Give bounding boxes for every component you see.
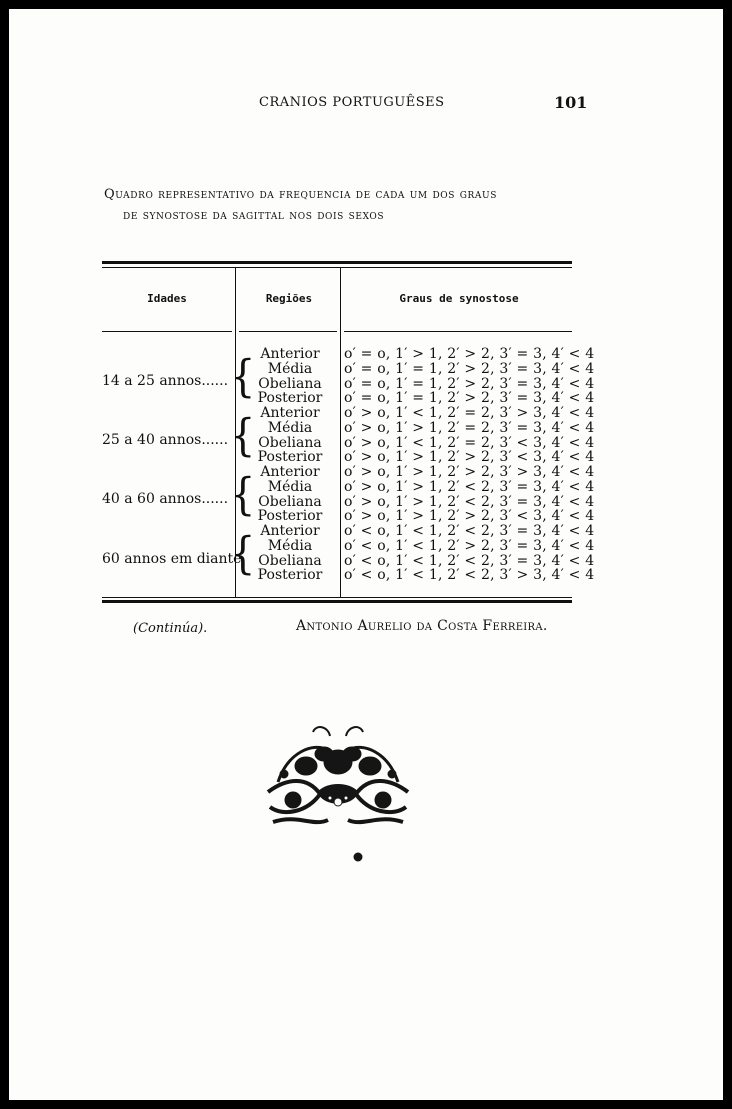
region-label: Anterior bbox=[260, 346, 320, 362]
header-bottom-rule-3 bbox=[344, 331, 572, 332]
continua-note: (Continúa). bbox=[133, 621, 208, 636]
age-group-label: 25 a 40 annos...... bbox=[102, 432, 229, 448]
synostosis-formula: o′ > o, 1′ > 1, 2′ > 2, 3′ < 3, 4′ < 4 bbox=[344, 508, 595, 524]
column-divider-2 bbox=[340, 268, 341, 598]
table-bottom-rule-thin bbox=[102, 597, 572, 598]
synostosis-formula: o′ < o, 1′ < 1, 2′ < 2, 3′ = 3, 4′ < 4 bbox=[344, 523, 595, 539]
synostosis-formula: o′ > o, 1′ < 1, 2′ = 2, 3′ < 3, 4′ < 4 bbox=[344, 435, 595, 451]
region-label: Média bbox=[267, 479, 313, 495]
region-label: Anterior bbox=[260, 464, 320, 480]
region-label: Média bbox=[267, 361, 313, 377]
table-top-rule-thick bbox=[102, 261, 572, 264]
group-brace: { bbox=[230, 351, 256, 403]
region-label: Posterior bbox=[257, 390, 323, 406]
synostosis-formula: o′ > o, 1′ < 1, 2′ = 2, 3′ > 3, 4′ < 4 bbox=[344, 405, 595, 421]
synostosis-formula: o′ = o, 1′ = 1, 2′ > 2, 3′ = 3, 4′ < 4 bbox=[344, 390, 595, 406]
synostosis-formula: o′ > o, 1′ > 1, 2′ = 2, 3′ = 3, 4′ < 4 bbox=[344, 420, 595, 436]
synostosis-formula: o′ < o, 1′ < 1, 2′ < 2, 3′ > 3, 4′ < 4 bbox=[344, 567, 595, 583]
column-header-idades: Idades bbox=[147, 292, 187, 305]
column-header-regioes: Regiões bbox=[265, 292, 313, 305]
header-bottom-rule-1 bbox=[102, 331, 232, 332]
region-label: Obeliana bbox=[258, 553, 322, 569]
group-brace: { bbox=[230, 528, 256, 580]
page-number: 101 bbox=[554, 93, 588, 112]
column-header-graus: Graus de synostose bbox=[399, 292, 519, 305]
region-label: Média bbox=[267, 538, 313, 554]
age-group-label: 14 a 25 annos...... bbox=[102, 373, 229, 389]
table-top-rule-thin bbox=[102, 267, 572, 268]
table-caption-text-2: de synostose da sagittal nos dois sexos bbox=[123, 208, 385, 223]
region-label: Obeliana bbox=[258, 494, 322, 510]
synostosis-formula: o′ > o, 1′ > 1, 2′ < 2, 3′ = 3, 4′ < 4 bbox=[344, 494, 595, 510]
synostosis-formula: o′ = o, 1′ = 1, 2′ > 2, 3′ = 3, 4′ < 4 bbox=[344, 361, 595, 377]
page bbox=[9, 9, 723, 1100]
region-label: Anterior bbox=[260, 405, 320, 421]
region-label: Posterior bbox=[257, 567, 323, 583]
age-group-label: 60 annos em diante. bbox=[102, 551, 246, 567]
age-group-label: 40 a 60 annos...... bbox=[102, 491, 229, 507]
region-label: Anterior bbox=[260, 523, 320, 539]
region-label: Obeliana bbox=[258, 376, 322, 392]
region-label: Posterior bbox=[257, 508, 323, 524]
synostosis-formula: o′ > o, 1′ > 1, 2′ > 2, 3′ > 3, 4′ < 4 bbox=[344, 464, 595, 480]
header-bottom-rule-2 bbox=[239, 331, 337, 332]
floral-ornament-icon bbox=[258, 722, 418, 862]
synostosis-formula: o′ < o, 1′ < 1, 2′ < 2, 3′ = 3, 4′ < 4 bbox=[344, 553, 595, 569]
synostosis-formula: o′ > o, 1′ > 1, 2′ < 2, 3′ = 3, 4′ < 4 bbox=[344, 479, 595, 495]
table-caption-line-2 bbox=[123, 208, 384, 223]
region-label: Posterior bbox=[257, 449, 323, 465]
synostosis-formula: o′ < o, 1′ < 1, 2′ > 2, 3′ = 3, 4′ < 4 bbox=[344, 538, 595, 554]
running-title: CRANIOS PORTUGUÊSES bbox=[259, 95, 445, 110]
author-signature: Antonio Aurelio da Costa Ferreira. bbox=[296, 618, 548, 634]
table-caption-text-1: Quadro representativo da frequencia de cada um dos graus bbox=[104, 187, 497, 202]
synostosis-formula: o′ > o, 1′ > 1, 2′ > 2, 3′ < 3, 4′ < 4 bbox=[344, 449, 595, 465]
group-brace: { bbox=[230, 410, 256, 462]
group-brace: { bbox=[230, 469, 256, 521]
synostosis-formula: o′ = o, 1′ = 1, 2′ > 2, 3′ = 3, 4′ < 4 bbox=[344, 376, 595, 392]
table-caption-line-1 bbox=[104, 187, 497, 202]
region-label: Média bbox=[267, 420, 313, 436]
region-label: Obeliana bbox=[258, 435, 322, 451]
synostosis-formula: o′ = o, 1′ > 1, 2′ > 2, 3′ = 3, 4′ < 4 bbox=[344, 346, 595, 362]
table-bottom-rule-thick bbox=[102, 600, 572, 603]
